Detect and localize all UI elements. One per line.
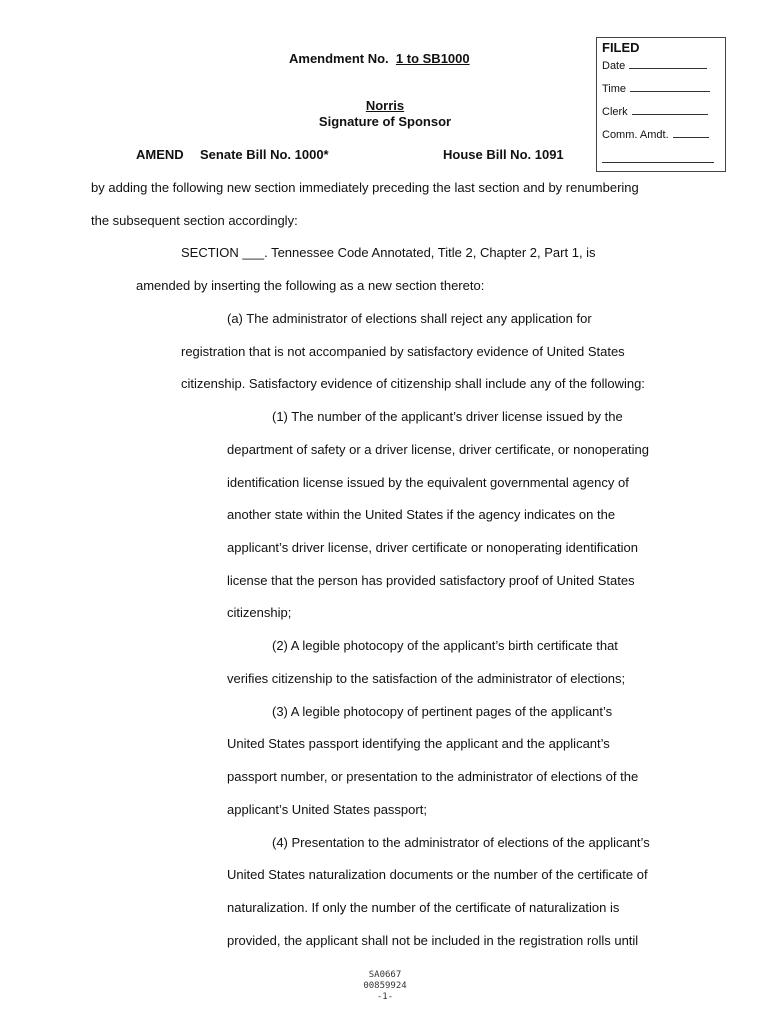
sponsor-caption: Signature of Sponsor	[318, 114, 452, 129]
amendment-prefix: Amendment No.	[289, 51, 389, 66]
sponsor-name: Norris	[365, 98, 405, 113]
filed-time-label: Time	[602, 83, 627, 95]
body-line: by adding the following new section immediately preceding the last section and by renumbering	[91, 180, 639, 195]
filed-comm-amdt-label: Comm. Amdt.	[602, 129, 669, 141]
amend-label: AMEND	[136, 147, 184, 162]
body-line: citizenship;	[227, 605, 292, 620]
body-line: United States naturalization documents or the number of the certificate of	[227, 867, 648, 882]
body-line: the subsequent section accordingly:	[91, 213, 298, 228]
body-line: (2) A legible photocopy of the applicant’s birth certificate that	[272, 638, 618, 653]
body-line: (3) A legible photocopy of pertinent pages of the applicant’s	[272, 704, 613, 719]
body-line: (4) Presentation to the administrator of elections of the applicant’s	[272, 835, 650, 850]
amendment-reference: 1 to SB1000	[395, 51, 470, 66]
body-line: another state within the United States if the agency indicates on the	[227, 507, 616, 522]
amendment-number	[289, 51, 470, 66]
footer-number: 00859924	[363, 981, 407, 991]
body-line: provided, the applicant shall not be included in the registration rolls until	[227, 933, 639, 948]
body-line: (a) The administrator of elections shall reject any application for	[227, 311, 592, 326]
filed-extra-blank	[602, 150, 714, 163]
filed-comm-amdt-blank	[673, 128, 709, 138]
body-line: citizenship. Satisfactory evidence of citizenship shall include any of the following:	[181, 376, 645, 391]
body-line: applicant’s driver license, driver certificate or nonoperating identification	[227, 540, 638, 555]
filed-time-blank	[630, 82, 710, 92]
body-line: SECTION ___. Tennessee Code Annotated, Title 2, Chapter 2, Part 1, is	[181, 245, 596, 260]
sponsor-name-row	[0, 98, 770, 113]
body-line: passport number, or presentation to the administrator of elections of the	[227, 769, 639, 784]
body-line: applicant’s United States passport;	[227, 802, 427, 817]
filed-date-row	[602, 58, 725, 81]
body-line: verifies citizenship to the satisfaction of the administrator of elections;	[227, 671, 626, 686]
body-line: identification license issued by the equivalent governmental agency of	[227, 475, 629, 490]
footer-page-number: -1-	[376, 992, 394, 1002]
body-line: naturalization. If only the number of the certificate of naturalization is	[227, 900, 620, 915]
body-line: registration that is not accompanied by satisfactory evidence of United States	[181, 344, 625, 359]
filed-date-blank	[629, 59, 707, 69]
body-line: department of safety or a driver license, driver certificate, or nonoperating	[227, 442, 649, 457]
filed-title: FILED	[602, 40, 640, 55]
body-line: United States passport identifying the applicant and the applicant’s	[227, 736, 610, 751]
filed-date-label: Date	[602, 60, 626, 72]
body-line: amended by inserting the following as a new section thereto:	[136, 278, 485, 293]
body-line: license that the person has provided satisfactory proof of United States	[227, 573, 635, 588]
body-line: (1) The number of the applicant’s driver license issued by the	[272, 409, 623, 424]
house-bill-number: House Bill No. 1091	[443, 147, 564, 162]
filed-clerk-label: Clerk	[602, 106, 628, 118]
footer-code: SA0667	[368, 970, 402, 980]
senate-bill-number: Senate Bill No. 1000*	[200, 147, 329, 162]
sponsor-caption-row	[0, 114, 770, 129]
filed-comm-amdt-row	[602, 127, 725, 150]
